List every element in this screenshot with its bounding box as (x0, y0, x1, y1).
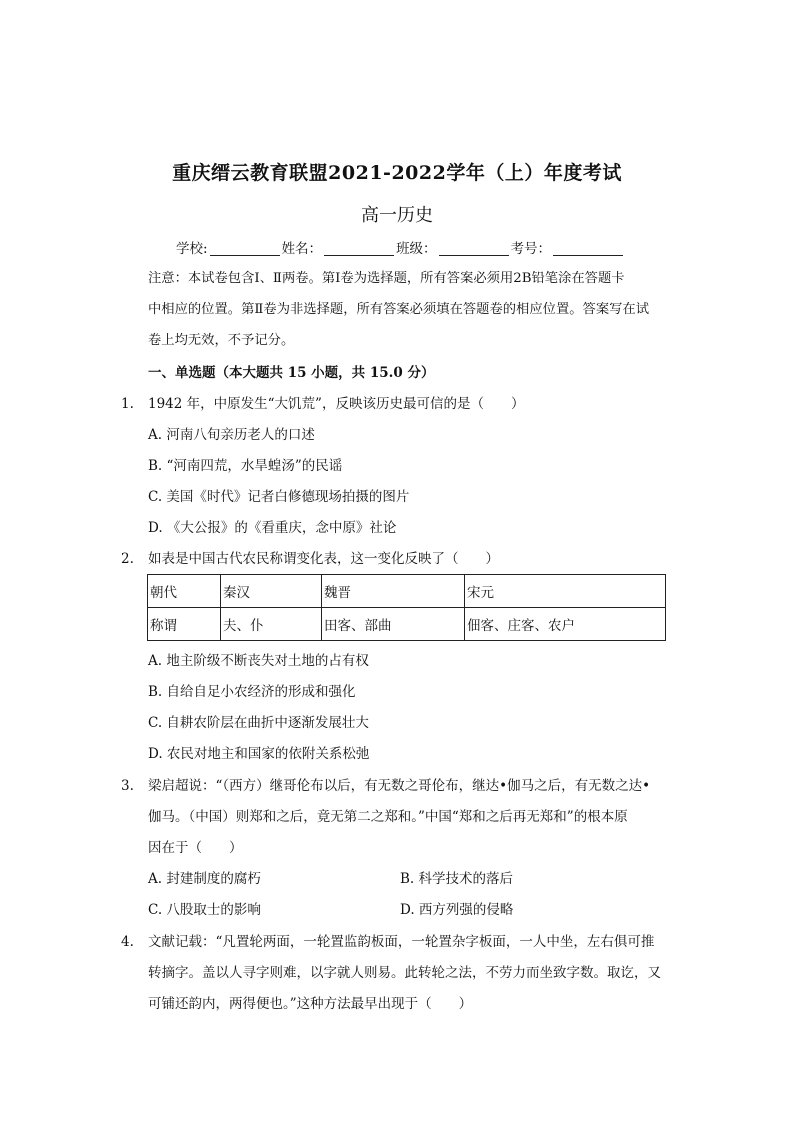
question-3-text-line-1: 梁启超说：“（西方）继哥伦布以后，有无数之哥伦布，继达•伽马之后，有无数之达• (148, 778, 651, 794)
table-cell: 朝代 (148, 575, 221, 608)
question-3-option-a: A. 封建制度的腐朽 (148, 871, 261, 887)
name-blank[interactable] (324, 241, 394, 256)
table-row (148, 608, 666, 641)
question-4-text-line-1: 文献记载：“凡置轮两面，一轮置监韵板面，一轮置杂字板面，一人中坐，左右俱可推 (148, 934, 655, 950)
question-3-option-c: C. 八股取士的影响 (148, 902, 261, 918)
question-2-option-a: A. 地主阶级不断丧失对土地的占有权 (148, 653, 369, 669)
question-4-number: 4. (121, 934, 134, 950)
table-cell: 夫、仆 (221, 608, 322, 641)
student-info-row (176, 240, 625, 258)
school-blank[interactable] (210, 241, 280, 256)
question-1-text: 1942 年，中原发生“大饥荒”，反映该历史最可信的是（ ） (148, 396, 525, 412)
question-2-text: 如表是中国古代农民称谓变化表，这一变化反映了（ ） (148, 551, 499, 567)
question-2-option-d: D. 农民对地主和国家的依附关系松弛 (148, 746, 370, 762)
question-1-option-c: C. 美国《时代》记者白修德现场拍摄的图片 (148, 489, 410, 505)
class-label: 班级： (396, 241, 437, 257)
question-1-option-b: B. “河南四荒，水旱蝗汤”的民谣 (148, 458, 343, 474)
table-row (148, 575, 666, 608)
question-3-option-b: B. 科学技术的落后 (400, 871, 514, 887)
table-cell: 田客、部曲 (322, 608, 465, 641)
table-cell: 称谓 (148, 608, 221, 641)
name-label: 姓名： (281, 241, 323, 257)
exam-subject: 高一历史 (361, 205, 433, 226)
table-cell: 魏晋 (322, 575, 465, 608)
school-label: 学校: (176, 241, 208, 257)
question-3-option-d: D. 西方列强的侵略 (400, 902, 514, 918)
class-blank[interactable] (439, 241, 509, 256)
table-cell: 秦汉 (221, 575, 322, 608)
question-3-text-line-2: 伽马。（中国）则郑和之后，竟无第二之郑和。”中国“郑和之后再无郑和”的根本原 (148, 809, 628, 825)
question-1-option-a: A. 河南八旬亲历老人的口述 (148, 427, 315, 443)
table-cell: 佃客、庄客、农户 (465, 608, 666, 641)
notice-line-3: 卷上均无效，不予记分。 (148, 333, 295, 348)
number-blank[interactable] (553, 241, 623, 256)
notice-line-2: 中相应的位置。第Ⅱ卷为非选择题，所有答案必须填在答题卷的相应位置。答案写在试 (148, 302, 650, 317)
question-4-text-line-2: 转摘字。盖以人寻字则难，以字就人则易。此转轮之法，不劳力而坐致字数。取讫，又 (148, 965, 661, 981)
question-3-text-line-3: 因在于（ ） (148, 840, 243, 856)
question-2-option-b: B. 自给自足小农经济的形成和强化 (148, 684, 356, 700)
question-2-number: 2. (121, 551, 134, 567)
peasant-title-table (147, 574, 666, 641)
question-2-option-c: C. 自耕农阶层在曲折中逐渐发展壮大 (148, 715, 369, 731)
table-cell: 宋元 (465, 575, 666, 608)
section-title: 一、单选题（本大题共 15 小题，共 15.0 分） (148, 365, 435, 381)
question-3-number: 3. (121, 778, 134, 794)
number-label: 考号： (510, 241, 552, 257)
notice-line-1: 注意：本试卷包含Ⅰ、Ⅱ两卷。第Ⅰ卷为选择题，所有答案必须用2B铅笔涂在答题卡 (148, 271, 625, 286)
exam-title: 重庆缙云教育联盟2021-2022学年（上）年度考试 (172, 162, 622, 184)
question-1-number: 1. (121, 396, 134, 412)
question-1-option-d: D. 《大公报》的《看重庆，念中原》社论 (148, 520, 397, 536)
question-4-text-line-3: 可铺还韵内，两得便也。”这种方法最早出现于（ ） (148, 996, 473, 1012)
